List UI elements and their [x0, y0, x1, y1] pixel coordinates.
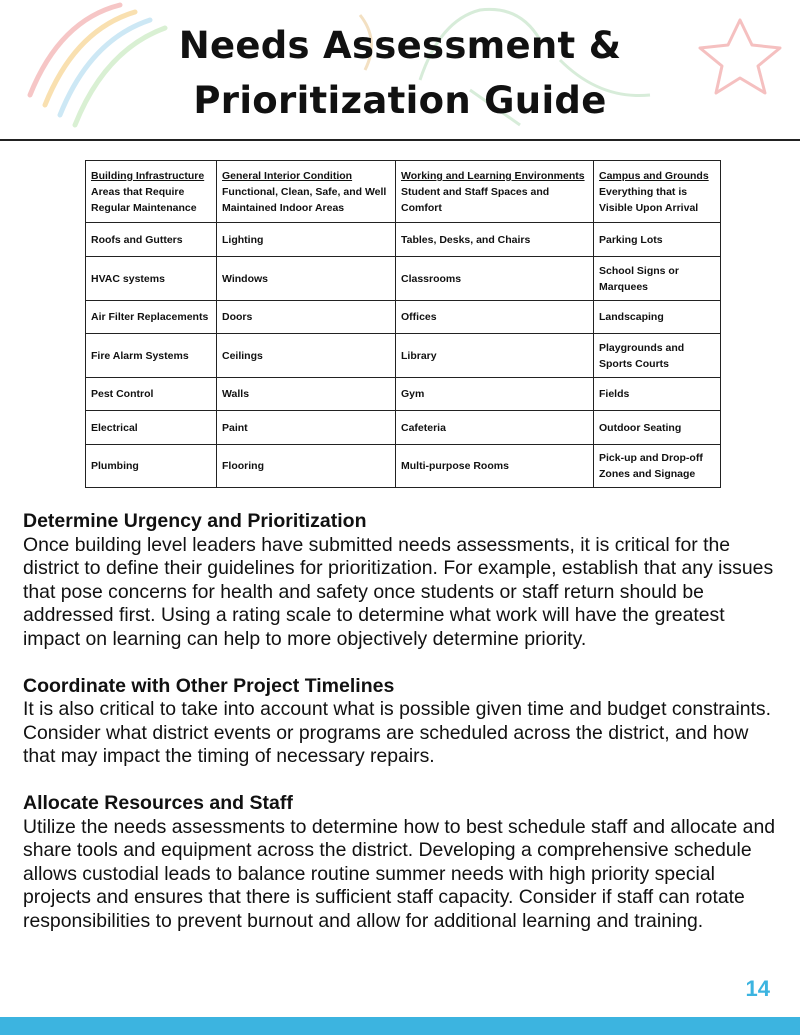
table-cell: Ceilings [217, 334, 396, 378]
table-row [86, 334, 721, 378]
table-cell: HVAC systems [86, 257, 217, 301]
table-cell: Electrical [86, 411, 217, 445]
table-cell: School Signs or Marquees [594, 257, 721, 301]
table-cell: Parking Lots [594, 223, 721, 257]
table-header-row [86, 161, 721, 223]
table-cell: Lighting [217, 223, 396, 257]
table-row [86, 411, 721, 445]
table-cell: Fire Alarm Systems [86, 334, 217, 378]
table-header-cell: General Interior Condition Functional, Clean, Safe, and Well Maintained Indoor Areas [217, 161, 396, 223]
section-heading: Coordinate with Other Project Timelines [23, 674, 395, 697]
section-resources [23, 792, 783, 933]
section-body: Utilize the needs assessments to determine how to best schedule staff and allocate and share tools and equipment across the district. Developing a comprehensive schedule allows custodial leads to balance routine summer needs with high priority special projects and ensures that there is sufficient staff capacity. Consider if staff can rotate responsibilities to prevent burnout and allow for additional learning and training. [23, 815, 776, 932]
table-cell: Pest Control [86, 378, 217, 411]
table-cell: Doors [217, 301, 396, 334]
table-cell: Gym [396, 378, 594, 411]
table-row [86, 445, 721, 488]
page-title-line-1: Needs Assessment & [178, 24, 622, 67]
body-sections [23, 510, 783, 957]
table-cell: Air Filter Replacements [86, 301, 217, 334]
section-heading: Allocate Resources and Staff [23, 792, 293, 814]
table-cell: Fields [594, 378, 721, 411]
table-cell: Roofs and Gutters [86, 223, 217, 257]
page-number: 14 [745, 976, 770, 1001]
table-cell: Windows [217, 257, 396, 301]
table-cell: Walls [217, 378, 396, 411]
table-cell: Offices [396, 301, 594, 334]
footer-bar [0, 1017, 800, 1035]
section-urgency [23, 510, 783, 651]
table-cell: Classrooms [396, 257, 594, 301]
table-row [86, 378, 721, 411]
table-row [86, 301, 721, 334]
table-cell: Pick-up and Drop-off Zones and Signage [594, 445, 721, 488]
table-header-cell: Campus and Grounds Everything that is Visible Upon Arrival [594, 161, 721, 223]
table-header-cell: Working and Learning Environments Student and Staff Spaces and Comfort [396, 161, 594, 223]
table-row [86, 223, 721, 257]
table-cell: Paint [217, 411, 396, 445]
page-title-line-2: Prioritization Guide [193, 79, 607, 122]
assessment-table [85, 160, 721, 488]
table-header-cell: Building Infrastructure Areas that Require Regular Maintenance [86, 161, 217, 223]
section-timelines [23, 675, 783, 769]
table-cell: Landscaping [594, 301, 721, 334]
table-cell: Multi-purpose Rooms [396, 445, 594, 488]
table-cell: Plumbing [86, 445, 217, 488]
page-title [0, 18, 800, 128]
table-cell: Library [396, 334, 594, 378]
table-row [86, 257, 721, 301]
section-heading: Determine Urgency and Prioritization [23, 510, 367, 532]
table-cell: Playgrounds and Sports Courts [594, 334, 721, 378]
table-cell: Outdoor Seating [594, 411, 721, 445]
title-divider [0, 139, 800, 141]
table-cell: Flooring [217, 445, 396, 488]
table-cell: Tables, Desks, and Chairs [396, 223, 594, 257]
table-cell: Cafeteria [396, 411, 594, 445]
section-body: It is also critical to take into account what is possible given time and budget constraints. Consider what district events or programs are scheduled across the district, and how that may impact the timing of necessary repairs. [23, 698, 772, 767]
section-body: Once building level leaders have submitted needs assessments, it is critical for the district to define their guidelines for prioritization. For example, establish that any issues that pose concerns for health and safety once students or staff return should be addressed first. Using a rating scale to determine what work will have the greatest impact on learning can help to more objectively determine priority. [23, 533, 774, 650]
